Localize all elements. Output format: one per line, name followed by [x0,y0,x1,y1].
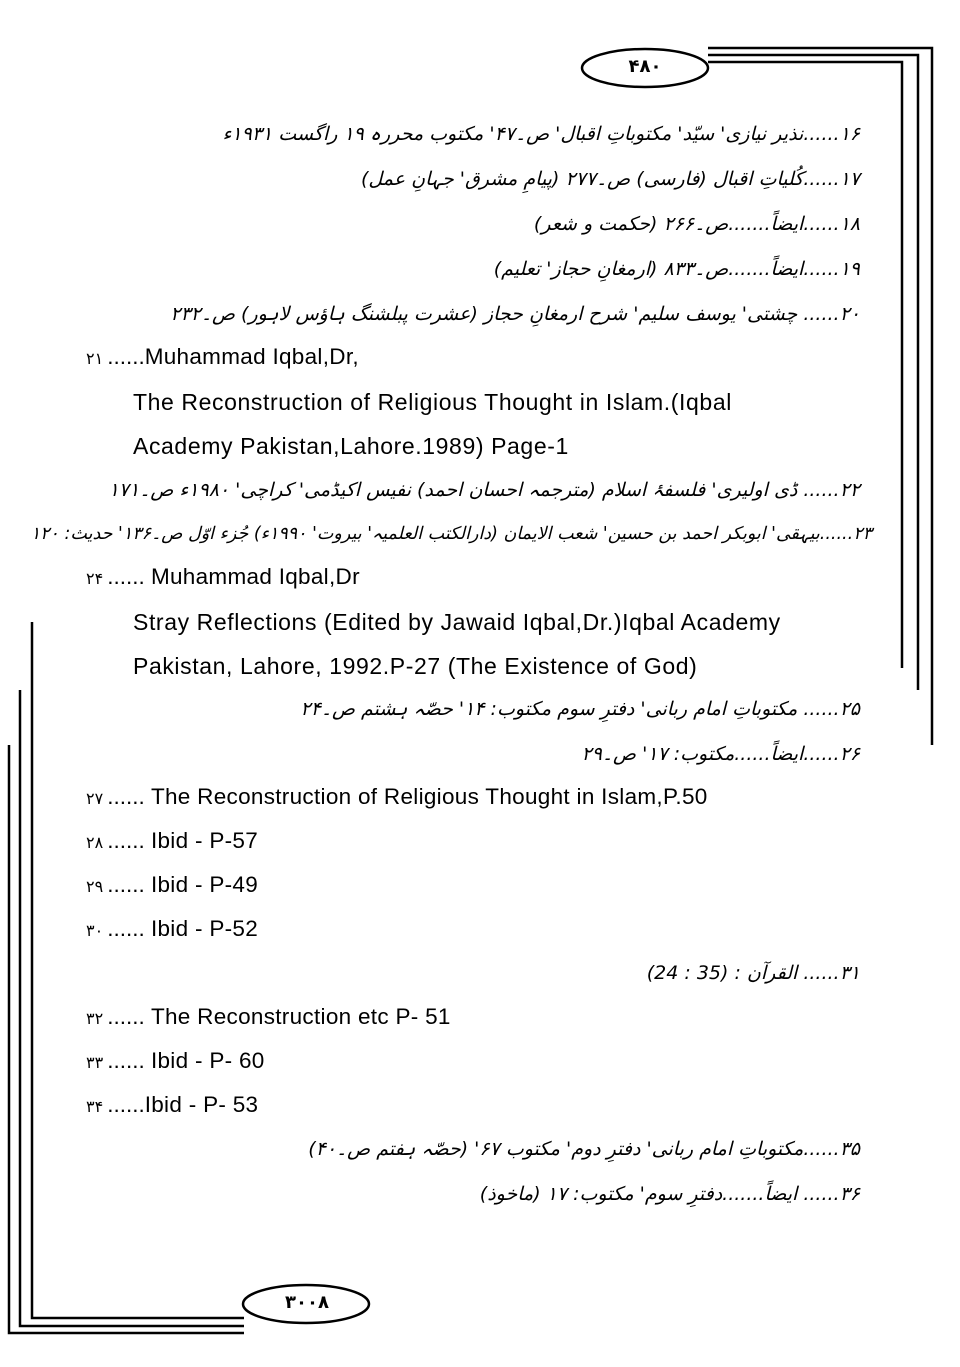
footnote-30 [86,916,258,942]
footnote-number: ۳۲ [86,1009,104,1028]
footnote-text: ...... Ibid - P- 60 [107,1048,265,1073]
footnote-text: ...... Ibid - P-57 [107,828,259,853]
footnote-text: ...... Ibid - P-52 [107,916,259,941]
footnote-29 [86,872,258,898]
footnote-number: ۳۴ [86,1097,104,1116]
footnote-text: ...... Ibid - P-49 [107,872,259,897]
footnote-21-continuation [133,380,873,468]
footnote-21 [86,344,359,370]
footnote-19: ۱۹......ایضاً.......ص۔۸۳۳ (ارمغانِ حجاز' تعلیم) [493,258,860,280]
footnote-18: ۱۸......ایضاً.......ص۔۲۶۶ (حکمت و شعر) [533,213,860,235]
footnote-27 [86,784,708,810]
footnote-text: ......Ibid - P- 53 [107,1092,259,1117]
footnote-17: ۱۷......کُلیاتِ اقبال (فارسی) ص۔۲۷۷ (پیامِ مشرق' جہانِ عمل) [360,168,860,190]
footnote-21-line-2: Academy Pakistan,Lahore.1989) Page-1 [133,433,569,459]
footnote-24-continuation [133,600,873,688]
bottom-page-number: ۳۰۰۸ [285,1292,329,1313]
footnote-31: ۳۱...... القرآن : (35 : 24) [646,962,860,984]
footnote-36: ۳۶...... ایضاً.......دفترِ سوم' مکتوب: ۱۷ (ماخوذ) [479,1183,860,1205]
footnote-26: ۲۶......ایضاً......مکتوب: ۱۷' ص۔۲۹ [581,743,860,765]
footnote-number: ۲۱ [86,349,104,368]
footnote-28 [86,828,258,854]
footnote-24-line-1: Stray Reflections (Edited by Jawaid Iqbal,Dr.)Iqbal Academy [133,609,781,635]
top-page-number: ۴۸۰ [628,56,662,77]
footnote-34 [86,1092,258,1118]
footnote-number: ۲۷ [86,789,104,808]
footnote-text: ...... The Reconstruction etc P- 51 [107,1004,451,1029]
footnote-35: ۳۵......مکتوباتِ امام ربانی' دفترِ دوم' مکتوب ۶۷' (حصّہ ہفتم ص۔۴۰) [308,1138,860,1160]
footnote-text: ...... Muhammad Iqbal,Dr [107,564,360,589]
footnote-25: ۲۵...... مکتوباتِ امام ربانی' دفترِ سوم مکتوب: ۱۴' حصّہ ہشتم ص۔۲۴ [300,698,860,720]
footnote-16: ۱۶......نذیر نیازی' سیّد' مکتوباتِ اقبال' ص۔۴۷' مکتوب محررہ ۱۹ راگست ۱۹۳۱ء [222,123,860,145]
footnote-number: ۲۹ [86,877,104,896]
footnote-24 [86,564,360,590]
footnote-24-line-2: Pakistan, Lahore, 1992.P-27 (The Existence of God) [133,653,698,679]
footnote-21-line-1: The Reconstruction of Religious Thought in Islam.(Iqbal [133,389,732,415]
footnote-number: ۲۸ [86,833,104,852]
footnote-22: ۲۲...... ڈی اولیری' فلسفۂ اسلام (مترجمہ احسان احمد) نفیس اکیڈمی' کراچی' ۱۹۸۰ء ص۔۱۷۱ [108,479,860,501]
footnote-33 [86,1048,265,1074]
footnote-text: ...... The Reconstruction of Religious Thought in Islam,P.50 [107,784,708,809]
footnote-20: ۲۰...... چشتی' یوسف سلیم' شرح ارمغانِ حجاز (عشرت پبلشنگ ہاؤس لاہور) ص۔۲۳۲ [170,303,860,325]
footnote-text: ......Muhammad Iqbal,Dr, [107,344,359,369]
footnote-23: ۲۳......بیہقی' ابوبکر احمد بن حسین' شعب الایمان (دارالکتب العلمیہ' بیروت' ۱۹۹۰ء) جُزء اوّل ص۔۱۳۶' حدیث: ۱۲۰ [30,524,872,544]
footnote-32 [86,1004,451,1030]
footnote-number: ۳۰ [86,921,104,940]
footnote-number: ۲۴ [86,569,104,588]
footnote-number: ۳۳ [86,1053,104,1072]
bottom-left-frame-lines [9,622,244,1333]
